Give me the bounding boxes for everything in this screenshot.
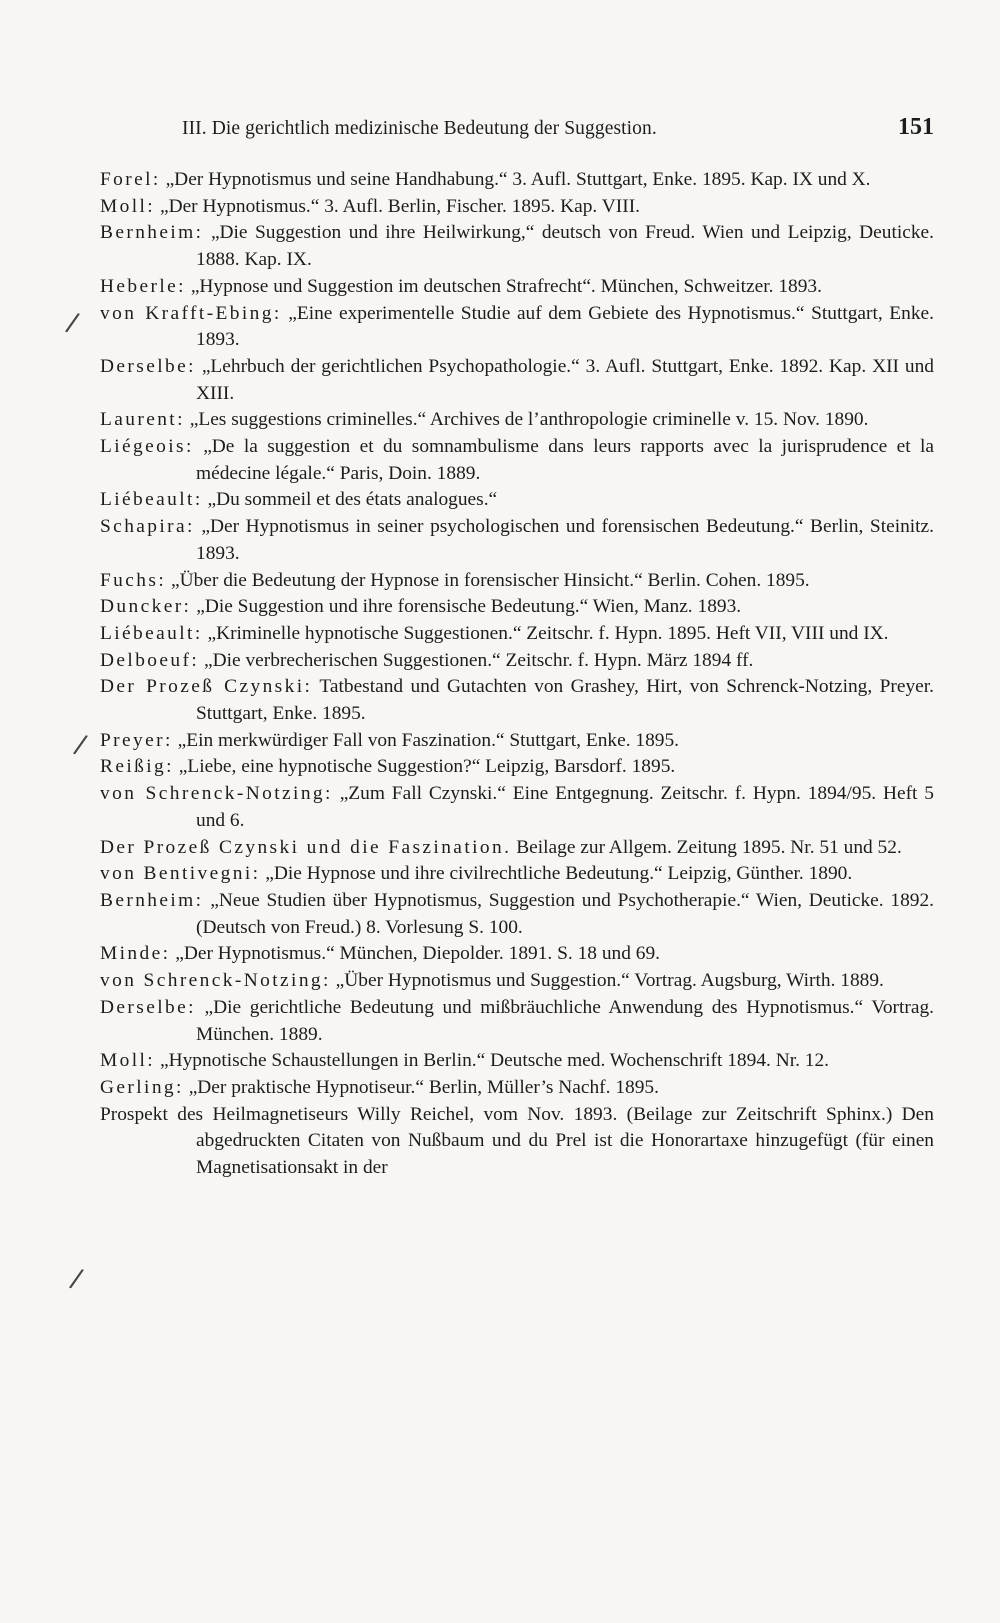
entry-author: Liébeault:: [100, 622, 203, 644]
entry-text: „Die gerichtliche Bedeutung und mißbräuchliche Anwendung des Hypnotismus.“ Vortrag. München. 1889.: [196, 996, 934, 1045]
bibliography-entry: [100, 781, 934, 834]
entry-author: Gerling:: [100, 1076, 184, 1098]
entry-text: Tatbestand und Gutachten von Grashey, Hirt, von Schrenck-Notzing, Preyer. Stuttgart, Enke. 1895.: [196, 676, 935, 725]
chapter-title: III. Die gerichtlich medizinische Bedeutung der Suggestion.: [182, 118, 657, 139]
entry-text: „Du sommeil et des états analogues.“: [207, 489, 498, 511]
entry-text: „Die Hypnose und ihre civilrechtliche Bedeutung.“ Leipzig, Günther. 1890.: [265, 863, 853, 885]
entry-author: Forel:: [100, 169, 161, 190]
bibliography-entry: [100, 941, 934, 968]
bibliography-entry: [100, 648, 934, 675]
entry-text: „Les suggestions criminelles.“ Archives de l’anthropologie criminelle v. 15. Nov. 1890.: [189, 409, 869, 431]
entry-text: „Die Suggestion und ihre Heilwirkung,“ deutsch von Freud. Wien und Leipzig, Deuticke. 1888. Kap. IX.: [196, 222, 934, 271]
page-number: 151: [898, 114, 934, 140]
bibliography-list: [100, 167, 934, 1182]
bibliography-entry: [100, 354, 934, 407]
entry-text: „Eine experimentelle Studie auf dem Gebiete des Hypnotismus.“ Stuttgart, Enke. 1893.: [196, 302, 934, 351]
entry-text: „Hypnotische Schaustellungen in Berlin.“ Deutsche med. Wochenschrift 1894. Nr. 12.: [159, 1050, 830, 1072]
entry-text: Beilage zur Allgem. Zeitung 1895. Nr. 51 und 52.: [516, 836, 902, 858]
bibliography-entry: [100, 888, 934, 941]
entry-author: Derselbe:: [100, 996, 196, 1018]
entry-author: Duncker:: [100, 596, 192, 618]
entry-author: Bernheim:: [100, 889, 204, 911]
entry-author: Laurent:: [100, 409, 185, 431]
bibliography-entry: [100, 861, 934, 888]
entry-author: Schapira:: [100, 516, 195, 538]
bibliography-entry: [100, 594, 934, 621]
bibliography-entry: [100, 835, 934, 862]
bibliography-entry: [100, 621, 934, 648]
entry-author: Der Prozeß Czynski und die Faszination.: [100, 836, 512, 858]
bibliography-entry: [100, 995, 934, 1048]
entry-author: von Bentivegni:: [100, 863, 261, 885]
bibliography-entry: [100, 301, 934, 354]
entry-text: „Über die Bedeutung der Hypnose in forensischer Hinsicht.“ Berlin. Cohen. 1895.: [170, 569, 810, 591]
entry-author: Liébeault:: [100, 489, 203, 511]
bibliography-entry: [100, 568, 934, 595]
bibliography-entry: [100, 274, 934, 301]
entry-text: „Die Suggestion und ihre forensische Bedeutung.“ Wien, Manz. 1893.: [196, 596, 742, 618]
entry-text: „Lehrbuch der gerichtlichen Psychopathologie.“ 3. Aufl. Stuttgart, Enke. 1892. Kap. XII und XIII.: [196, 355, 934, 404]
entry-text: Prospekt des Heilmagnetiseurs Willy Reichel, vom Nov. 1893. (Beilage zur Zeitschrift Sphinx.) Den abgedruckten Citaten von Nußbaum und du Prel ist die Honorartaxe hinzugefügt (für einen Magnetisationsakt in der: [100, 1103, 934, 1179]
bibliography-entry: [100, 1048, 934, 1075]
entry-text: „Die verbrecherischen Suggestionen.“ Zeitschr. f. Hypn. März 1894 ff.: [204, 649, 754, 671]
entry-text: „Zum Fall Czynski.“ Eine Entgegnung. Zeitschr. f. Hypn. 1894/95. Heft 5 und 6.: [196, 783, 935, 831]
entry-text: „Liebe, eine hypnotische Suggestion?“ Leipzig, Barsdorf. 1895.: [178, 756, 676, 778]
entry-author: Moll:: [100, 1050, 156, 1072]
bibliography-entry: [100, 514, 934, 567]
entry-author: von Schrenck-Notzing:: [100, 783, 333, 805]
bibliography-entry: [100, 674, 934, 727]
entry-text: „Kriminelle hypnotische Suggestionen.“ Zeitschr. f. Hypn. 1895. Heft VII, VIII und IX.: [207, 622, 889, 644]
entry-text: „Der praktische Hypnotiseur.“ Berlin, Müller’s Nachf. 1895.: [188, 1076, 659, 1098]
entry-author: Reißig:: [100, 756, 174, 778]
bibliography-entry: [100, 1075, 934, 1102]
entry-text: „Ein merkwürdiger Fall von Faszination.“ Stuttgart, Enke. 1895.: [177, 729, 680, 751]
entry-author: Delboeuf:: [100, 649, 200, 671]
entry-text: „Der Hypnotismus und seine Handhabung.“ 3. Aufl. Stuttgart, Enke. 1895. Kap. IX und X.: [165, 169, 871, 190]
entry-author: Heberle:: [100, 275, 186, 297]
entry-author: von Schrenck-Notzing:: [100, 970, 331, 992]
bibliography-entry: [100, 968, 934, 995]
entry-text: „De la suggestion et du somnambulisme dans leurs rapports avec la jurisprudence et la médecine légale.“ Paris, Doin. 1889.: [196, 436, 934, 484]
entry-author: Liégeois:: [100, 436, 194, 458]
bibliography-entry: [100, 487, 934, 514]
entry-author: Der Prozeß Czynski:: [100, 676, 313, 698]
entry-text: „Der Hypnotismus.“ 3. Aufl. Berlin, Fischer. 1895. Kap. VIII.: [159, 195, 640, 217]
margin-mark: /: [71, 729, 90, 761]
entry-author: von Krafft-Ebing:: [100, 302, 282, 324]
bibliography-entry: [100, 194, 934, 221]
entry-text: „Der Hypnotismus in seiner psychologischen und forensischen Bedeutung.“ Berlin, Steinitz. 1893.: [196, 516, 935, 564]
bibliography-entry: [100, 754, 934, 781]
entry-text: „Über Hypnotismus und Suggestion.“ Vortrag. Augsburg, Wirth. 1889.: [335, 970, 884, 992]
bibliography-entry: [100, 220, 934, 273]
entry-author: Moll:: [100, 195, 156, 217]
bibliography-entry: [100, 434, 934, 487]
entry-author: Derselbe:: [100, 355, 196, 377]
entry-text: „Hypnose und Suggestion im deutschen Strafrecht“. München, Schweitzer. 1893.: [190, 275, 822, 297]
running-head: [182, 114, 934, 148]
entry-author: Minde:: [100, 943, 171, 965]
bibliography-entry: [100, 1102, 934, 1182]
entry-text: „Neue Studien über Hypnotismus, Suggestion und Psychotherapie.“ Wien, Deuticke. 1892. (Deutsch von Freud.) 8. Vorlesung S. 100.: [196, 889, 935, 938]
margin-mark: /: [63, 307, 82, 339]
bibliography-entry: [100, 167, 934, 194]
entry-author: Bernheim:: [100, 222, 204, 244]
entry-author: Preyer:: [100, 729, 173, 751]
entry-text: „Der Hypnotismus.“ München, Diepolder. 1891. S. 18 und 69.: [175, 943, 660, 965]
bibliography-entry: [100, 407, 934, 434]
entry-author: Fuchs:: [100, 569, 167, 591]
bibliography-entry: [100, 728, 934, 755]
margin-mark: /: [67, 1263, 86, 1295]
